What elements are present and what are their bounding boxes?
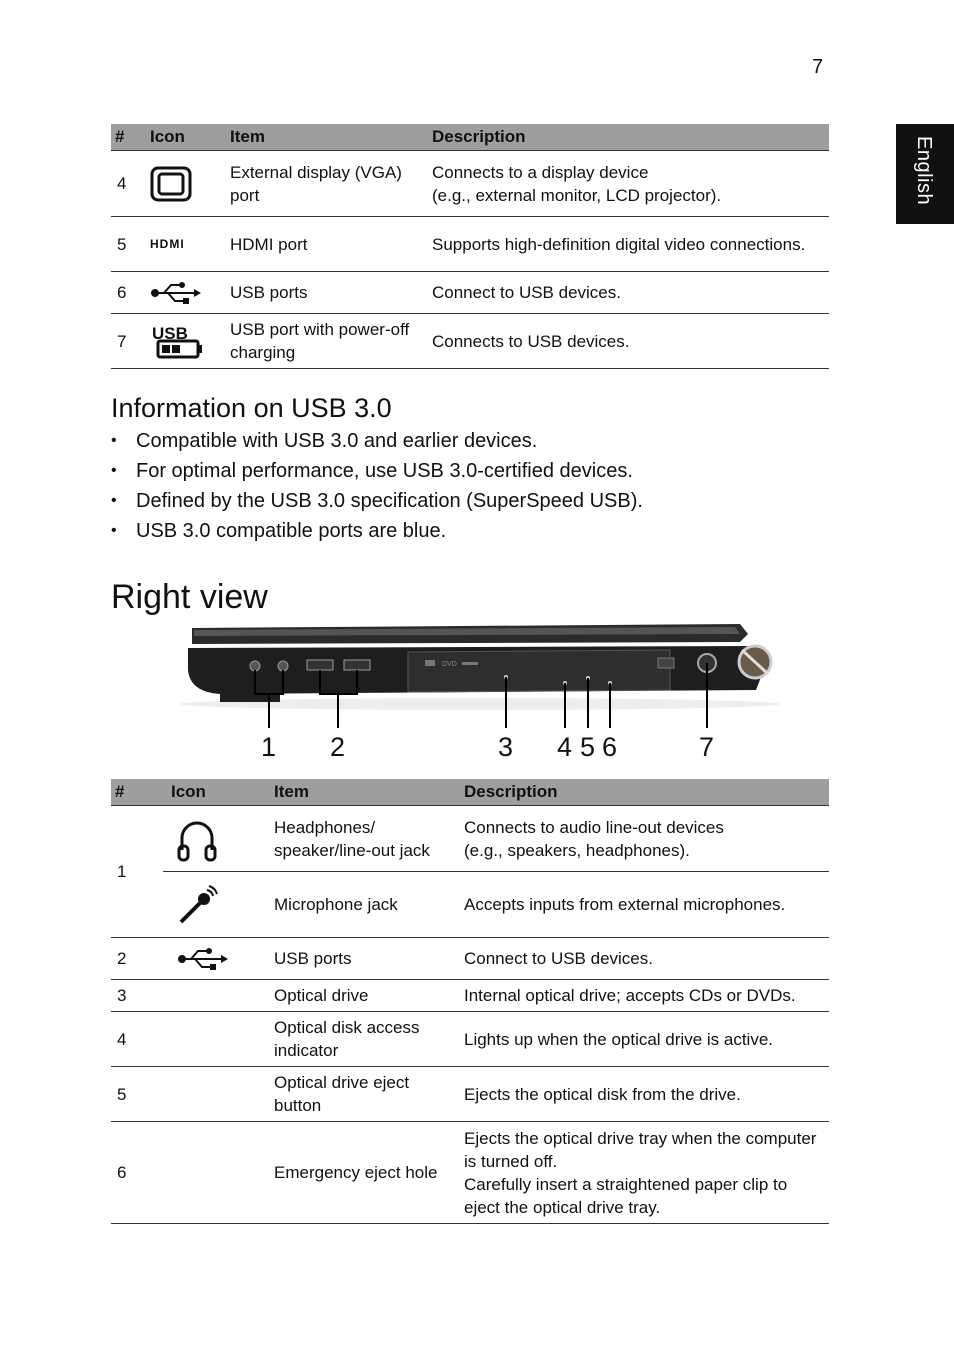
header-icon: Icon	[146, 124, 226, 151]
description-cell: Connects to USB devices.	[428, 314, 829, 369]
item-cell: Optical disk access indicator	[270, 1012, 460, 1067]
list-item: • Defined by the USB 3.0 specification (SuperSpeed USB).	[111, 488, 643, 518]
callout-label: 2	[330, 732, 346, 762]
callout-label: 1	[261, 732, 277, 762]
table-header-row	[111, 124, 829, 151]
item-cell: Optical drive eject button	[270, 1067, 460, 1122]
table-row	[111, 217, 829, 272]
list-item: • USB 3.0 compatible ports are blue.	[111, 518, 643, 548]
usb-info-heading: Information on USB 3.0	[111, 393, 392, 423]
ports-table-2	[111, 779, 829, 1224]
item-cell: Microphone jack	[270, 872, 460, 938]
table-row	[111, 272, 829, 314]
row-number: 4	[111, 151, 146, 217]
row-number: 5	[111, 1067, 163, 1122]
description-cell: Internal optical drive; accepts CDs or DVDs.	[460, 980, 829, 1012]
table-row	[111, 806, 829, 872]
table-row	[111, 938, 829, 980]
callout-label: 7	[699, 732, 715, 762]
row-number: 1	[111, 806, 163, 938]
icon-cell-empty	[163, 1067, 270, 1122]
row-number: 3	[111, 980, 163, 1012]
table-row	[111, 1122, 829, 1224]
item-cell: USB port with power-off charging	[226, 314, 428, 369]
item-cell: USB ports	[270, 938, 460, 980]
hdmi-icon	[146, 217, 226, 272]
list-item: • Compatible with USB 3.0 and earlier devices.	[111, 428, 643, 458]
item-cell: Headphones/ speaker/line-out jack	[270, 806, 460, 872]
row-number: 7	[111, 314, 146, 369]
table-row	[111, 1067, 829, 1122]
row-number: 2	[111, 938, 163, 980]
description-cell: Accepts inputs from external microphones.	[460, 872, 829, 938]
description-cell: Connects to audio line-out devices (e.g., speakers, headphones).	[460, 806, 829, 872]
row-number: 5	[111, 217, 146, 272]
usb-info-list	[111, 428, 643, 548]
description-cell: Connect to USB devices.	[428, 272, 829, 314]
table-row	[111, 151, 829, 217]
description-cell: Connects to a display device (e.g., external monitor, LCD projector).	[428, 151, 829, 217]
row-number: 4	[111, 1012, 163, 1067]
page-number: 7	[812, 56, 824, 78]
usb-icon	[163, 938, 270, 980]
right-view-heading: Right view	[111, 578, 268, 616]
vga-port-icon	[146, 151, 226, 217]
svg-text:USB: USB	[152, 324, 188, 343]
description-cell: Supports high-definition digital video connections.	[428, 217, 829, 272]
description-cell: Ejects the optical disk from the drive.	[460, 1067, 829, 1122]
language-tab	[896, 124, 954, 224]
callout-label: 6	[602, 732, 618, 762]
table-row	[111, 980, 829, 1012]
table-row	[111, 314, 829, 369]
icon-cell-empty	[163, 1122, 270, 1224]
usb-power-off-charging-icon	[146, 314, 226, 369]
item-cell: External display (VGA) port	[226, 151, 428, 217]
item-cell: HDMI port	[226, 217, 428, 272]
svg-text:DVD: DVD	[442, 661, 457, 668]
description-cell: Connect to USB devices.	[460, 938, 829, 980]
header-num: #	[111, 124, 146, 151]
table-header-row	[111, 779, 829, 806]
callout-label: 3	[498, 732, 514, 762]
item-cell: Emergency eject hole	[270, 1122, 460, 1224]
icon-cell-empty	[163, 1012, 270, 1067]
header-item: Item	[270, 779, 460, 806]
headphones-icon	[163, 806, 270, 872]
item-cell: USB ports	[226, 272, 428, 314]
description-cell: Ejects the optical drive tray when the computer is turned off. Carefully insert a straightened paper clip to eject the optical drive tray.	[460, 1122, 829, 1224]
header-item: Item	[226, 124, 428, 151]
list-item: • For optimal performance, use USB 3.0-certified devices.	[111, 458, 643, 488]
callout-label: 5	[580, 732, 596, 762]
table-row	[111, 872, 829, 938]
header-num: #	[111, 779, 163, 806]
microphone-icon	[163, 872, 270, 938]
header-description: Description	[460, 779, 829, 806]
header-description: Description	[428, 124, 829, 151]
table-row	[111, 1012, 829, 1067]
ports-table-1	[111, 124, 829, 369]
row-number: 6	[111, 272, 146, 314]
row-number: 6	[111, 1122, 163, 1224]
usb-icon	[146, 272, 226, 314]
svg-text:HDMI: HDMI	[150, 237, 185, 251]
callout-label: 4	[557, 732, 573, 762]
item-cell: Optical drive	[270, 980, 460, 1012]
language-tab-label: English	[913, 136, 935, 206]
header-icon: Icon	[163, 779, 270, 806]
icon-cell-empty	[163, 980, 270, 1012]
description-cell: Lights up when the optical drive is active.	[460, 1012, 829, 1067]
